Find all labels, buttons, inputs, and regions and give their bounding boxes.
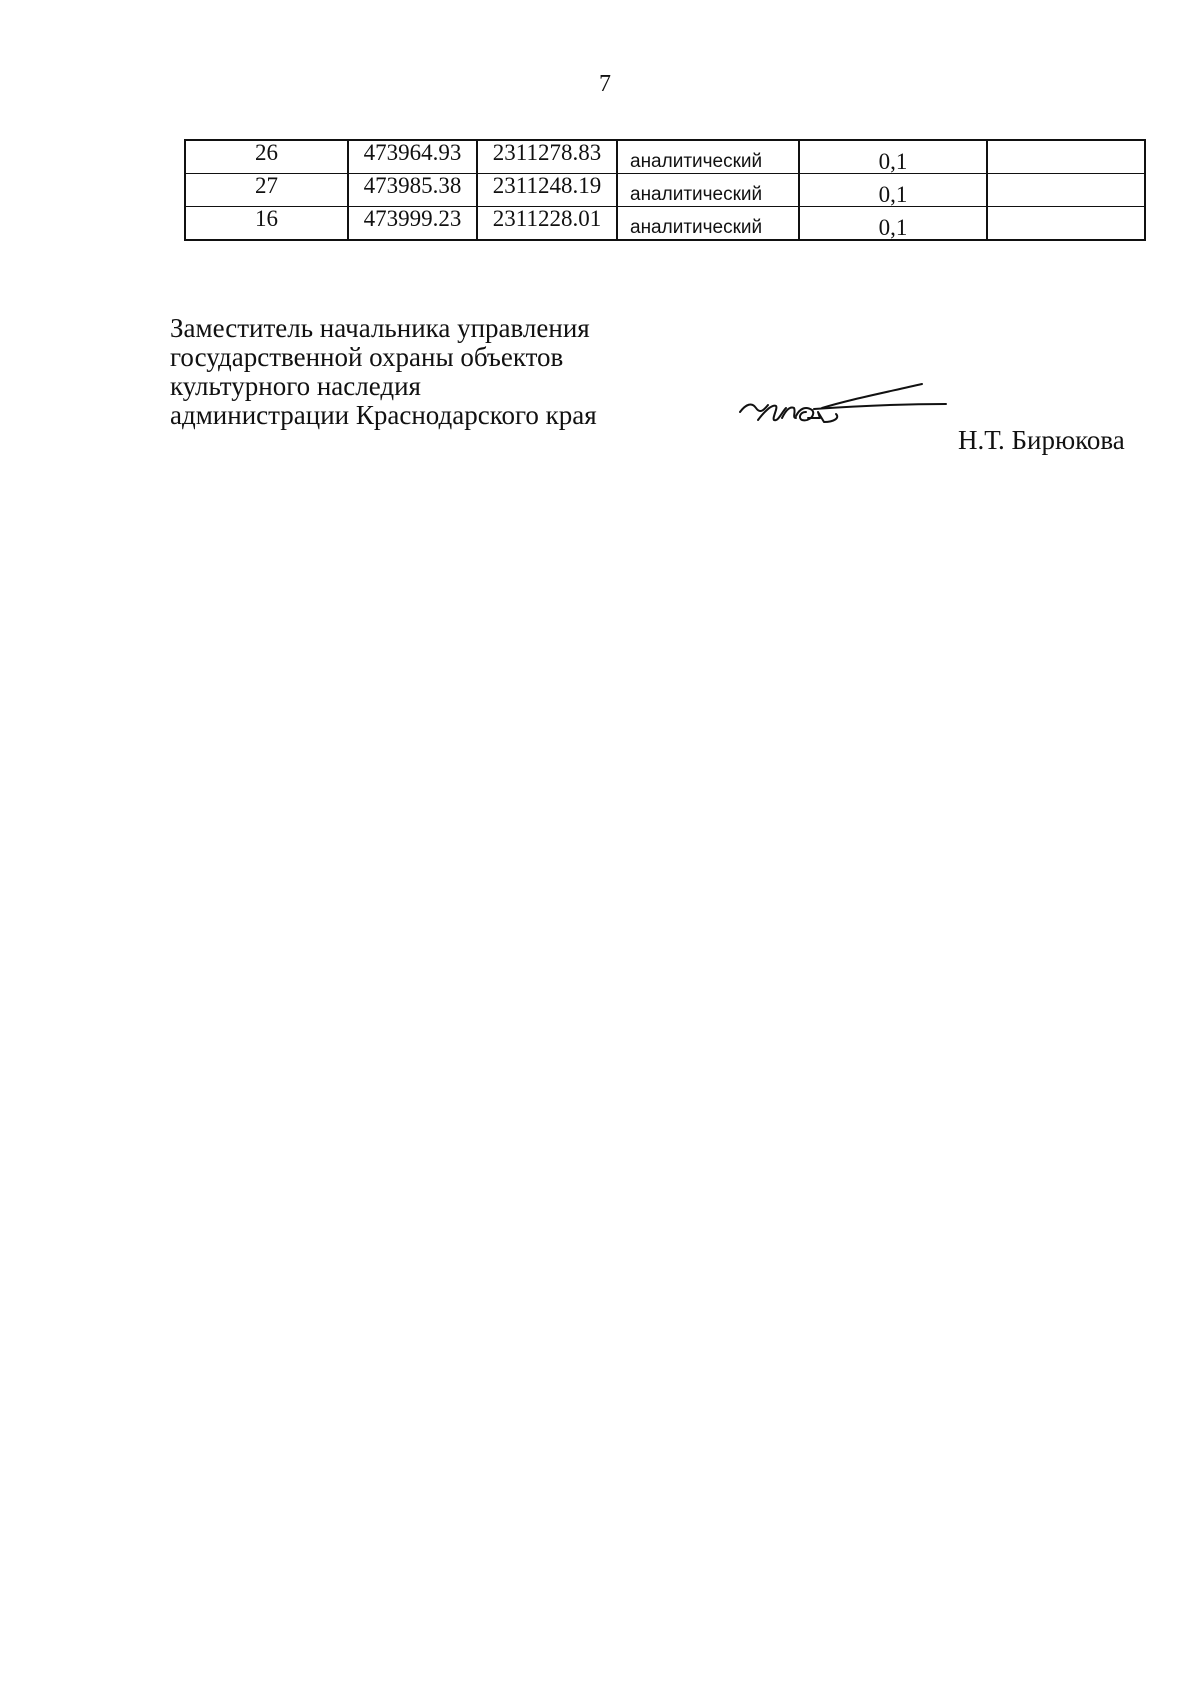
note-cell [987, 174, 1145, 207]
method-cell: аналитический [617, 140, 799, 174]
point-number-cell: 16 [185, 207, 348, 241]
method-cell: аналитический [617, 174, 799, 207]
point-number-cell: 26 [185, 140, 348, 174]
accuracy-cell: 0,1 [799, 140, 987, 174]
accuracy-cell: 0,1 [799, 207, 987, 241]
position-line: государственной охраны объектов [170, 342, 564, 372]
y-coordinate-cell: 2311228.01 [477, 207, 617, 241]
table-row [185, 140, 1145, 174]
signatory-position [170, 314, 597, 430]
x-coordinate-cell: 473999.23 [348, 207, 477, 241]
x-coordinate-cell: 473964.93 [348, 140, 477, 174]
point-number-cell: 27 [185, 174, 348, 207]
page-number: 7 [599, 71, 611, 97]
signer-name: Н.Т. Бирюкова [958, 425, 1125, 455]
position-line: культурного наследия [170, 371, 421, 401]
note-cell [987, 140, 1145, 174]
position-line: Заместитель начальника управления [170, 313, 590, 343]
note-cell [987, 207, 1145, 241]
table-row [185, 207, 1145, 241]
method-cell: аналитический [617, 207, 799, 241]
y-coordinate-cell: 2311278.83 [477, 140, 617, 174]
coordinates-table [184, 139, 1146, 241]
position-line: администрации Краснодарского края [170, 400, 597, 430]
y-coordinate-cell: 2311248.19 [477, 174, 617, 207]
handwritten-signature [738, 378, 948, 448]
x-coordinate-cell: 473985.38 [348, 174, 477, 207]
accuracy-cell: 0,1 [799, 174, 987, 207]
table-row [185, 174, 1145, 207]
